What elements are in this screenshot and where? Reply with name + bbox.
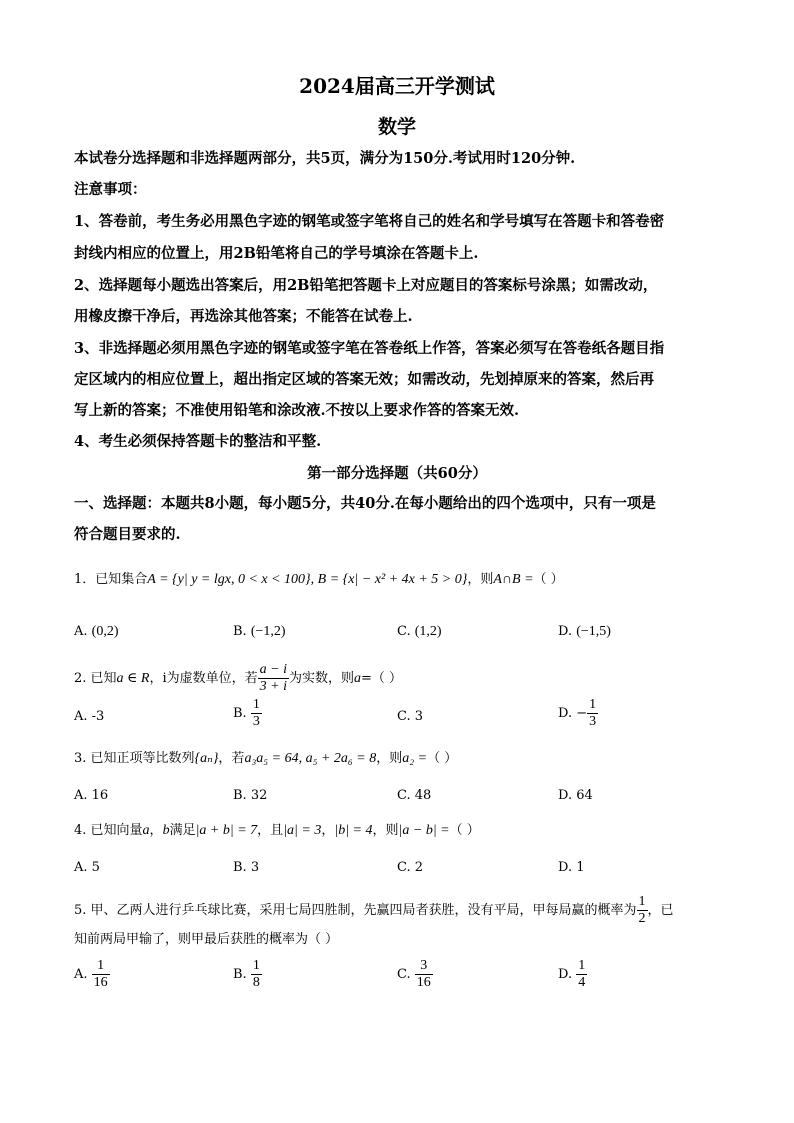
option-c: C. (1,2) [397,624,442,639]
option-d: D. (−1,5) [558,624,611,639]
option-a: A. -3 [74,709,105,724]
option-c: C. $\frac{3}{16}$ [397,958,431,990]
question-3: 3. 已知正项等比数列{aₙ}，若a₃a₅ = 64, a₅ + 2a₆ = 8，则a₂ =（ ） [74,751,458,766]
notice-title: 注意事项： [74,181,147,198]
question-4: 4. 已知向量a，b满足|a + b| = 7，且|a| = 3，|b| = 4，则|a − b| =（ ） [74,823,480,838]
question-2: 2. 已知a ∈ R，i为虚数单位，若 $\frac{a - i}{3 + i}$ 为实数，则a=（ ） [74,662,403,694]
question-5-line2: 知前两局甲输了，则甲最后获胜的概率为（ ） [74,932,339,947]
question-text: ，则 [467,572,494,587]
option-c: C. 48 [397,788,432,803]
question-fraction: $\frac{a - i}{3 + i}$ [259,662,287,694]
option-a: A. $\frac{1}{16}$ [74,958,108,990]
option-a: A. (0,2) [74,624,119,639]
question-formula: A = {y| y = lgx, 0 < x < 100}, B = {x| − x² + 4x + 5 > 0} [147,572,468,587]
subject-title: 数学 [377,116,416,138]
exam-title: 2024届高三开学测试 [299,74,495,98]
option-c: C. 2 [397,860,424,875]
question-text: 1．已知集合 [74,572,148,587]
option-c: C. 3 [397,709,424,724]
note-line: 1、答卷前，考生务必用黑色字迹的钢笔或签字笔将自己的姓名和学号填写在答题卡和答卷密 [74,213,665,230]
option-d: D. 64 [558,788,593,803]
note-line: 4、考生必须保持答题卡的整洁和平整. [74,433,322,450]
note-line: 用橡皮擦干净后，再选涂其他答案；不能答在试卷上. [74,308,413,325]
option-d: D. − $\frac{1}{3}$ [558,697,597,729]
section-instructions: 一、选择题：本题共8小题，每小题5分，共40分.在每小题给出的四个选项中，只有一项是 [74,495,656,512]
answer-blank: （ ） [533,572,564,587]
note-line: 写上新的答案；不准使用铅笔和涂改液.不按以上要求作答的答案无效. [74,402,520,419]
question-formula: A∩B = [493,572,534,587]
option-b: B. $\frac{1}{8}$ [233,958,260,990]
option-b: B. 3 [233,860,260,875]
option-a: A. 5 [74,860,100,875]
option-a: A. 16 [74,788,109,803]
option-d: D. $\frac{1}{4}$ [558,958,586,990]
question-5: 5. 甲、乙两人进行乒乓球比赛，采用七局四胜制，先赢四局者获胜，没有平局，甲每局赢的概率为 $\frac{1}{2}$ ，已 [74,894,674,926]
option-d: D. 1 [558,860,585,875]
note-line: 定区域内的相应位置上，超出指定区域的答案无效；如需改动，先划掉原来的答案，然后再 [74,371,654,388]
option-b: B. 32 [233,788,268,803]
note-line: 3、非选择题必须用黑色字迹的钢笔或签字笔在答卷纸上作答，答案必须写在答卷纸各题目指 [74,340,665,357]
note-line: 2、选择题每小题选出答案后，用2B铅笔把答题卡上对应题目的答案标号涂黑；如需改动， [74,277,658,294]
section-title: 第一部分选择题（共60分） [307,465,487,482]
question-1 [74,570,734,590]
option-b: B. (−1,2) [233,624,286,639]
note-line: 封线内相应的位置上，用2B铅笔将自己的学号填涂在答题卡上. [74,245,479,262]
option-b: B. $\frac{1}{3}$ [233,697,260,729]
section-instructions: 符合题目要求的. [74,526,181,543]
intro-line: 本试卷分选择题和非选择题两部分，共5页，满分为150分.考试用时120分钟. [74,150,576,167]
